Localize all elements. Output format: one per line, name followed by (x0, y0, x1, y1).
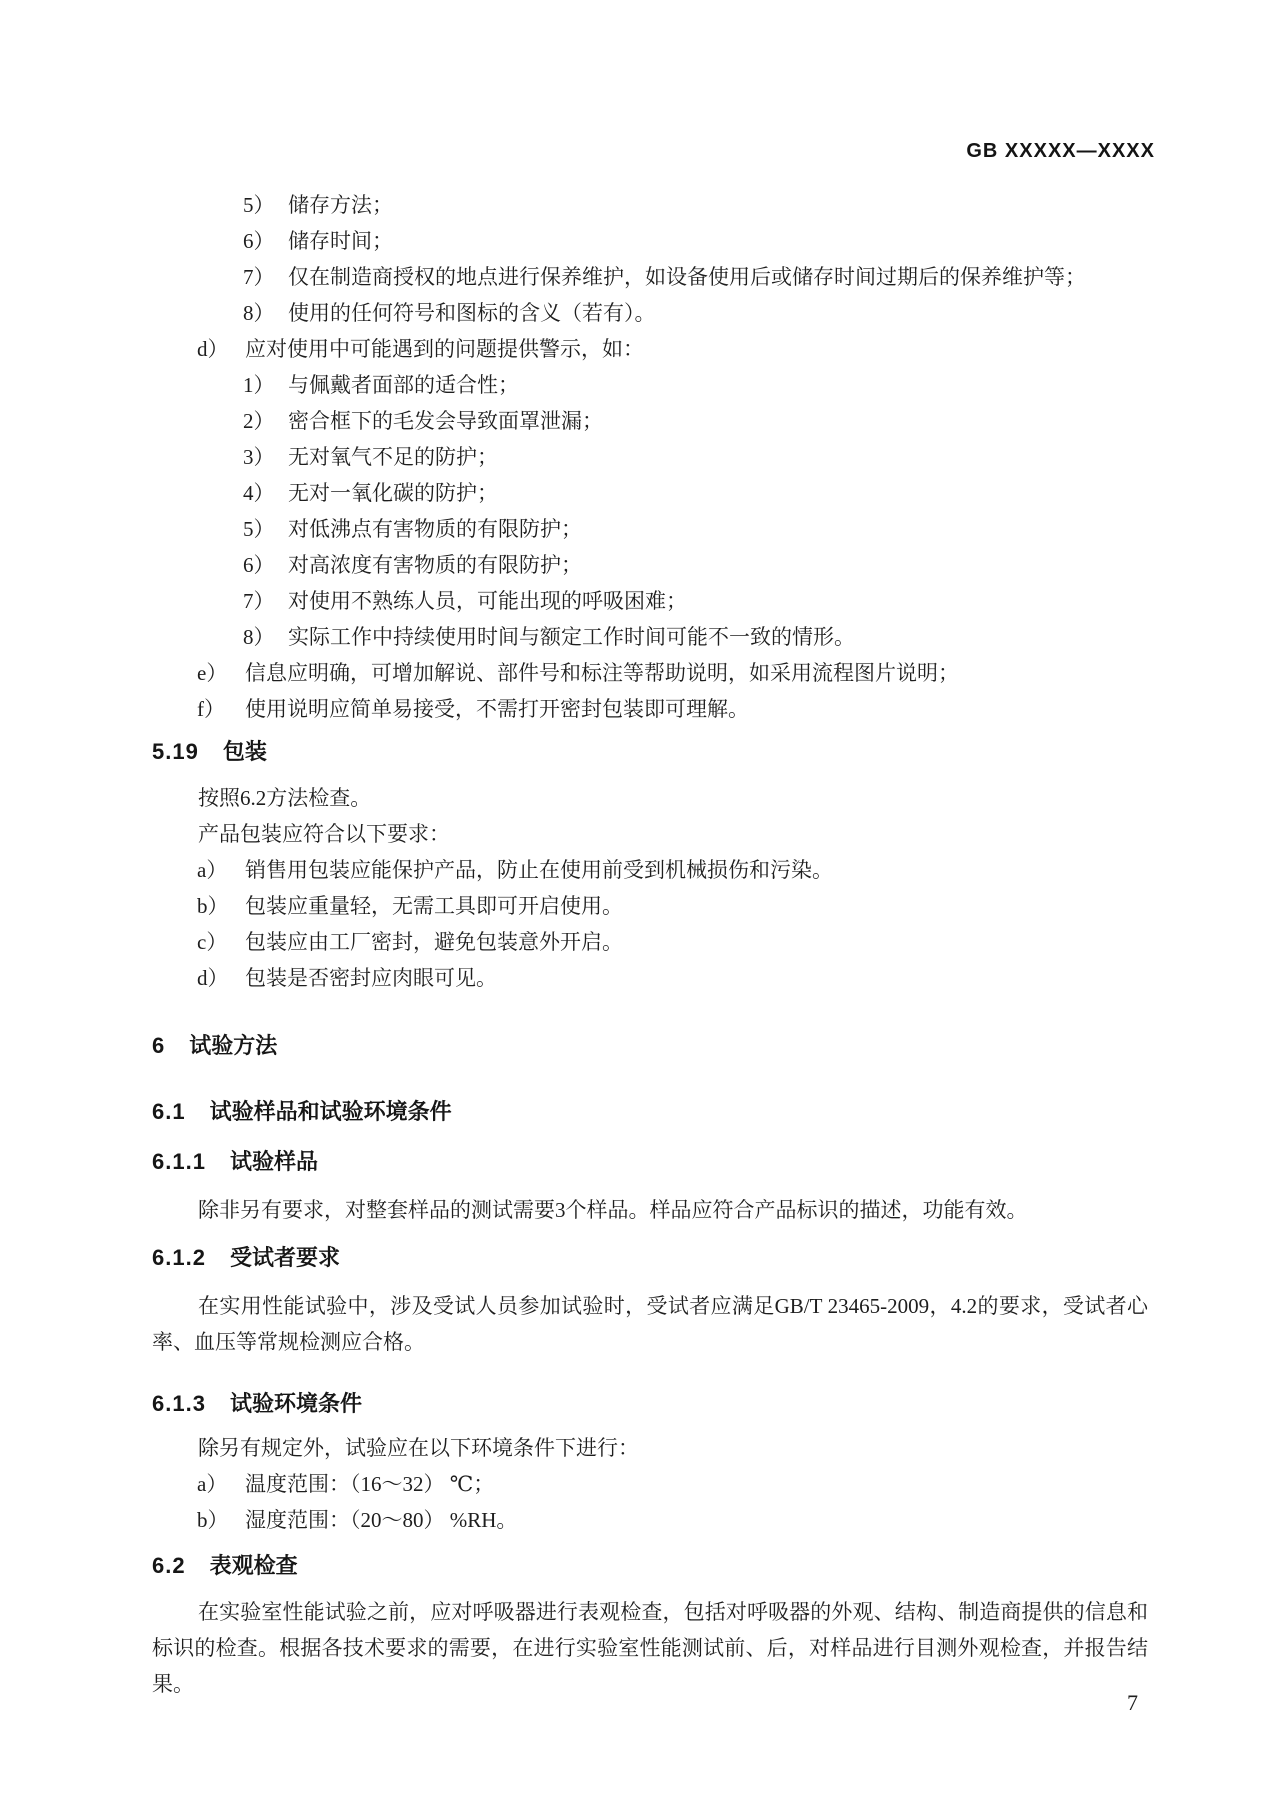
section-heading-6-1-3 (152, 1386, 1148, 1422)
list-item (152, 619, 1148, 655)
list-item (152, 655, 1148, 691)
section-number: 6.1.2 (152, 1245, 206, 1270)
list-text: 包装是否密封应肉眼可见。 (245, 966, 497, 990)
list-text: 应对使用中可能遇到的问题提供警示，如： (245, 337, 644, 361)
section-title: 包装 (222, 739, 267, 764)
list-marker: 8） (243, 625, 275, 649)
section-number: 6.2 (152, 1553, 186, 1578)
section-heading-5-19 (152, 734, 1148, 770)
list-text: 包装应由工厂密封，避免包装意外开启。 (245, 930, 623, 954)
section-heading-6-2 (152, 1548, 1148, 1584)
paragraph: 在实用性能试验中，涉及受试人员参加试验时，受试者应满足GB/T 23465-2009，4.2的要求，受试者心率、血压等常规检测应合格。 (152, 1294, 1148, 1354)
list-marker: 3） (243, 445, 275, 469)
list-marker: c） (197, 930, 228, 954)
list-text: 对高浓度有害物质的有限防护； (288, 553, 582, 577)
list-text: 储存方法； (288, 193, 393, 217)
list-marker: e） (197, 661, 228, 685)
list-text: 温度范围：（16～32） ℃； (245, 1472, 495, 1496)
list-text: 对低沸点有害物质的有限防护； (288, 517, 582, 541)
list-item (152, 1466, 1148, 1502)
list-item (152, 475, 1148, 511)
document-content (152, 187, 1148, 1702)
list-marker: 7） (243, 265, 275, 289)
list-text: 信息应明确，可增加解说、部件号和标注等帮助说明，如采用流程图片说明； (245, 661, 959, 685)
list-item (152, 331, 1148, 367)
list-marker: 2） (243, 409, 275, 433)
list-marker: 8） (243, 301, 275, 325)
list-item (152, 583, 1148, 619)
list-item (152, 888, 1148, 924)
list-marker: 1） (243, 373, 275, 397)
doc-code: GB XXXXX—XXXX (966, 140, 1155, 162)
list-item (152, 295, 1148, 331)
list-item (152, 511, 1148, 547)
list-marker: d） (197, 337, 229, 361)
list-item (152, 403, 1148, 439)
list-text: 使用说明应简单易接受，不需打开密封包装即可理解。 (245, 697, 749, 721)
section-title: 试验样品 (229, 1149, 318, 1174)
list-text: 与佩戴者面部的适合性； (288, 373, 519, 397)
list-item (152, 1502, 1148, 1538)
list-text: 仅在制造商授权的地点进行保养维护，如设备使用后或储存时间过期后的保养维护等； (288, 265, 1086, 289)
list-item (152, 960, 1148, 996)
list-item (152, 223, 1148, 259)
list-marker: b） (197, 1508, 229, 1532)
list-text: 无对一氧化碳的防护； (288, 481, 498, 505)
list-text: 无对氧气不足的防护； (288, 445, 498, 469)
paragraph: 按照6.2方法检查。 (198, 786, 372, 810)
list-marker: 6） (243, 229, 275, 253)
chapter-title: 试验方法 (189, 1033, 278, 1058)
list-marker: d） (197, 966, 229, 990)
list-text: 对使用不熟练人员，可能出现的呼吸困难； (288, 589, 687, 613)
list-marker: 5） (243, 193, 275, 217)
list-marker: f） (197, 697, 225, 721)
section-heading-6-1-2 (152, 1240, 1148, 1276)
list-marker: b） (197, 894, 229, 918)
list-marker: a） (197, 1472, 228, 1496)
list-marker: 7） (243, 589, 275, 613)
paragraph: 在实验室性能试验之前，应对呼吸器进行表观检查，包括对呼吸器的外观、结构、制造商提供的信息和标识的检查。根据各技术要求的需要，在进行实验室性能测试前、后，对样品进行目测外观检查，并报告结果。 (152, 1600, 1148, 1696)
section-number: 5.19 (152, 739, 199, 764)
list-item (152, 547, 1148, 583)
section-number: 6.1.1 (152, 1149, 206, 1174)
section-number: 6.1.3 (152, 1391, 206, 1416)
list-item (152, 367, 1148, 403)
chapter-number: 6 (152, 1033, 166, 1058)
list-item (152, 691, 1148, 727)
list-item (152, 924, 1148, 960)
list-item (152, 439, 1148, 475)
section-heading-6-1 (152, 1094, 1148, 1130)
section-title: 试验环境条件 (229, 1391, 362, 1416)
section-heading-6-1-1 (152, 1144, 1148, 1180)
page-number: 7 (1127, 1690, 1138, 1715)
section-title: 试验样品和试验环境条件 (209, 1099, 452, 1124)
paragraph: 产品包装应符合以下要求： (198, 822, 450, 846)
section-title: 表观检查 (209, 1553, 298, 1578)
list-text: 实际工作中持续使用时间与额定工作时间可能不一致的情形。 (288, 625, 855, 649)
list-text: 密合框下的毛发会导致面罩泄漏； (288, 409, 603, 433)
section-title: 受试者要求 (229, 1245, 340, 1270)
paragraph: 除非另有要求，对整套样品的测试需要3个样品。样品应符合产品标识的描述，功能有效。 (198, 1198, 1028, 1222)
list-marker: 6） (243, 553, 275, 577)
list-item (152, 187, 1148, 223)
chapter-heading-6 (152, 1028, 1148, 1064)
list-marker: a） (197, 858, 228, 882)
list-item (152, 852, 1148, 888)
list-marker: 5） (243, 517, 275, 541)
list-text: 使用的任何符号和图标的含义（若有）。 (288, 301, 656, 325)
section-number: 6.1 (152, 1099, 186, 1124)
list-text: 包装应重量轻，无需工具即可开启使用。 (245, 894, 623, 918)
paragraph: 除另有规定外，试验应在以下环境条件下进行： (198, 1436, 639, 1460)
list-text: 储存时间； (288, 229, 393, 253)
list-item (152, 259, 1148, 295)
list-text: 销售用包装应能保护产品，防止在使用前受到机械损伤和污染。 (245, 858, 833, 882)
list-marker: 4） (243, 481, 275, 505)
list-text: 湿度范围：（20～80） %RH。 (245, 1508, 518, 1532)
